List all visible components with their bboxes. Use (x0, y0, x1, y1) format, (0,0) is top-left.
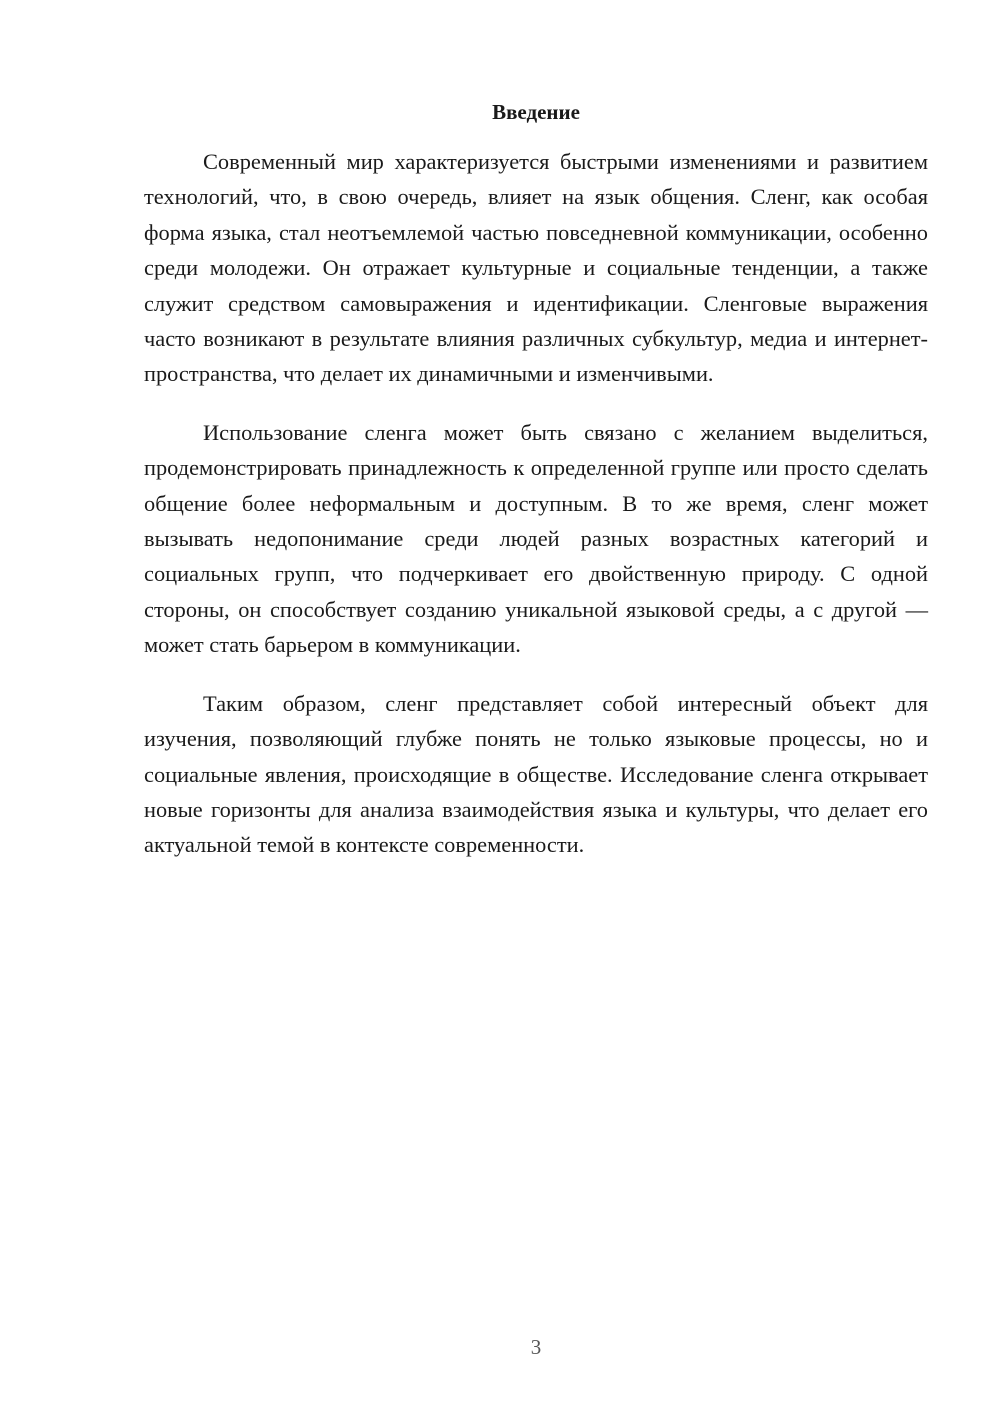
page-title: Введение (492, 100, 580, 124)
paragraph-3: Таким образом, сленг представляет собой интересный объект для изучения, позволяющий глубже понять не только языковые процессы, но и социальные явления, происходящие в обществе. Исследование сленга открывает новые горизонты для анализа взаимодействия языка и культуры, что делает его актуальной темой в контексте современности. (144, 690, 928, 858)
page-number: 3 (530, 1335, 542, 1359)
body-text (144, 144, 928, 886)
paragraph-2: Использование сленга может быть связано с желанием выделиться, продемонстрировать принадлежность к определенной группе или просто сделать общение более неформальным и доступным. В то же время, сленг может вызывать недопонимание среди людей разных возрастных категорий и социальных групп, что подчеркивает его двойственную природу. С одной стороны, он способствует созданию уникальной языковой среды, а с другой — может стать барьером в коммуникации. (144, 419, 928, 658)
paragraph-1: Современный мир характеризуется быстрыми изменениями и развитием технологий, что, в свою очередь, влияет на язык общения. Сленг, как особая форма языка, стал неотъемлемой частью повседневной коммуникации, особенно среди молодежи. Он отражает культурные и социальные тенденции, а также служит средством самовыражения и идентификации. Сленговые выражения часто возникают в результате влияния различных субкультур, медиа и интернет-пространства, что делает их динамичными и изменчивыми. (144, 149, 928, 387)
